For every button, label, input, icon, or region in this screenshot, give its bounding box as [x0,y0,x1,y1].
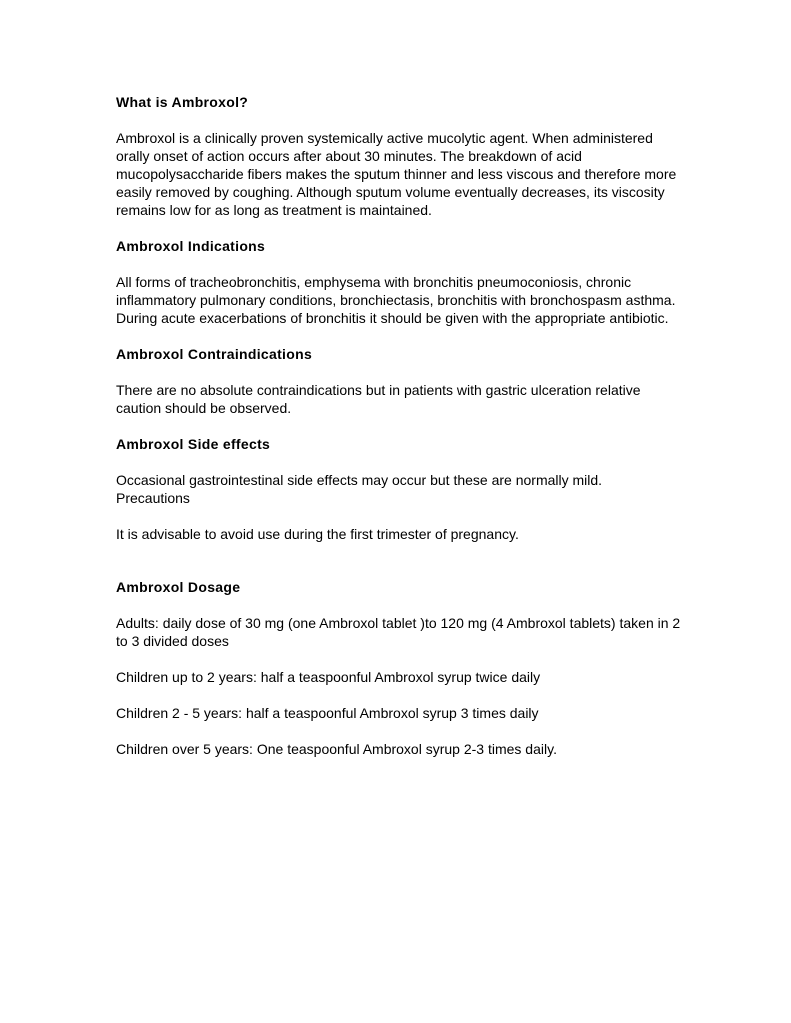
section-heading: What is Ambroxol? [116,94,249,110]
section-what-is [116,93,686,219]
section-paragraph: Ambroxol is a clinically proven systemically active mucolytic agent. When administered orally onset of action occurs after about 30 minutes. The breakdown of acid mucopolysaccharide fibers makes the sputum thinner and less viscous and therefore more easily removed by coughing. Although sputum volume eventually decreases, its viscosity remains low for as long as treatment is maintained. [116,130,677,218]
document-page [116,93,686,776]
section-spacer [116,561,686,578]
section-heading: Ambroxol Dosage [116,579,241,595]
dosage-adults: Adults: daily dose of 30 mg (one Ambroxol tablet )to 120 mg (4 Ambroxol tablets) taken in 2 to 3 divided doses [116,615,681,649]
precautions-label: Precautions [116,490,190,506]
section-side-effects [116,435,686,543]
section-paragraph: There are no absolute contraindications but in patients with gastric ulceration relative caution should be observed. [116,382,641,416]
dosage-children-under-2: Children up to 2 years: half a teaspoonful Ambroxol syrup twice daily [116,669,541,685]
dosage-children-2-5: Children 2 - 5 years: half a teaspoonful Ambroxol syrup 3 times daily [116,705,539,721]
section-heading: Ambroxol Side effects [116,436,271,452]
dosage-children-over-5: Children over 5 years: One teaspoonful Ambroxol syrup 2-3 times daily. [116,741,557,757]
section-dosage [116,578,686,758]
section-heading: Ambroxol Indications [116,238,266,254]
section-paragraph: Occasional gastrointestinal side effects may occur but these are normally mild. [116,472,603,488]
section-paragraph: All forms of tracheobronchitis, emphysema with bronchitis pneumoconiosis, chronic inflammatory pulmonary conditions, bronchiectasis, bronchitis with bronchospasm asthma. During acute exacerbations of bronchitis it should be given with the appropriate antibiotic. [116,274,676,326]
section-paragraph: It is advisable to avoid use during the first trimester of pregnancy. [116,526,519,542]
section-heading: Ambroxol Contraindications [116,346,313,362]
section-contraindications [116,345,686,417]
section-indications [116,237,686,327]
